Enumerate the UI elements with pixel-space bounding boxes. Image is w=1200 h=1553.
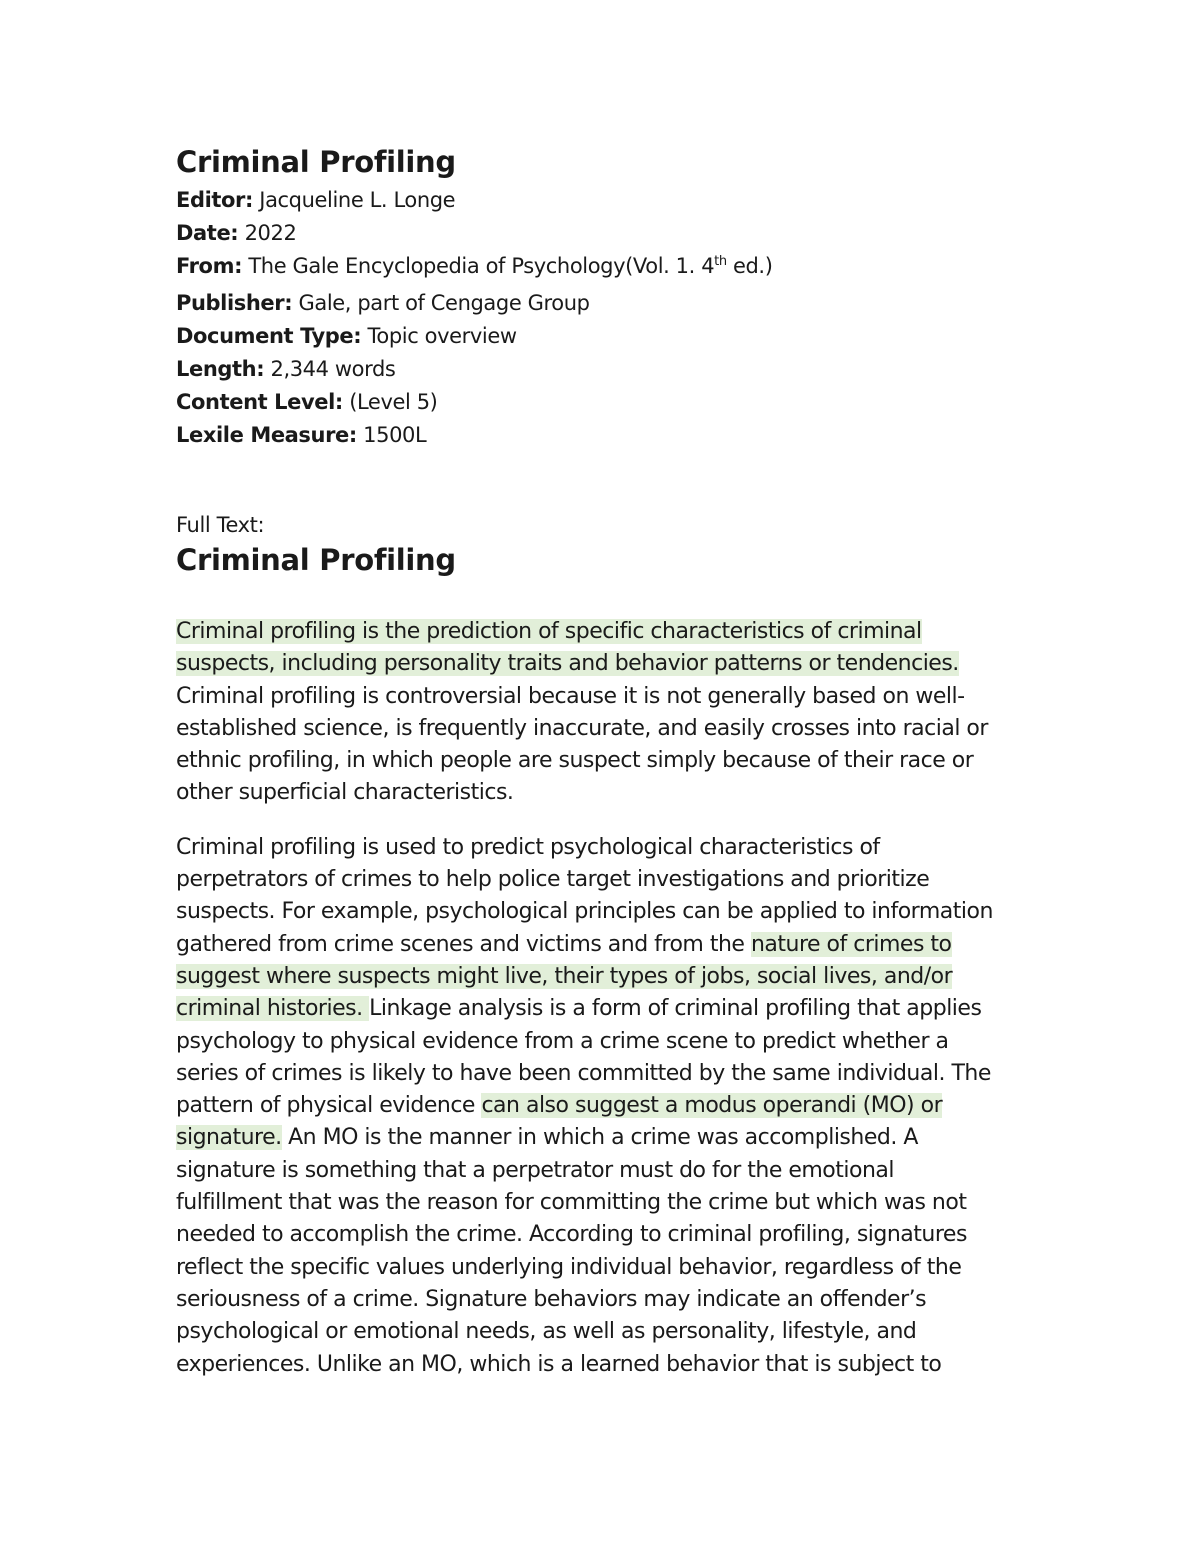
- meta-key: Publisher:: [176, 291, 293, 315]
- meta-key: Lexile Measure:: [176, 423, 357, 447]
- document-title: Criminal Profiling: [176, 145, 456, 179]
- body-text: series of crimes is likely to have been committed by the same individual. The: [176, 1060, 991, 1086]
- text-line: [176, 864, 1056, 896]
- meta-key: Date:: [176, 221, 239, 245]
- body-text: ethnic profiling, in which people are suspect simply because of their race or: [176, 748, 974, 774]
- highlighted-text: criminal histories.: [176, 996, 370, 1022]
- meta-key: Length:: [176, 357, 265, 381]
- meta-content-level: [176, 386, 1056, 419]
- text-line: [176, 896, 1056, 928]
- paragraph-2: [176, 832, 1056, 1381]
- body-text: pattern of physical evidence: [176, 1093, 482, 1119]
- text-line: [176, 648, 1056, 680]
- meta-key: From:: [176, 254, 243, 278]
- body-text: reflect the specific values underlying individual behavior, regardless of the: [176, 1254, 962, 1280]
- body-text: suspects. For example, psychological principles can be applied to information: [176, 899, 993, 925]
- meta-key: Editor:: [176, 188, 253, 212]
- body-text: Criminal profiling is controversial because it is not generally based on well-: [176, 683, 965, 709]
- body-text: needed to accomplish the crime. According to criminal profiling, signatures: [176, 1222, 967, 1248]
- metadata-block: [176, 184, 1056, 452]
- meta-lexile-measure: [176, 419, 1056, 452]
- full-text-label: Full Text:: [176, 513, 265, 537]
- text-line: [176, 681, 1056, 713]
- text-line: [176, 713, 1056, 745]
- meta-date: [176, 217, 1056, 250]
- text-line: [176, 1058, 1056, 1090]
- meta-key: Content Level:: [176, 390, 343, 414]
- body-text: psychology to physical evidence from a crime scene to predict whether a: [176, 1028, 949, 1054]
- text-line: [176, 777, 1056, 809]
- meta-from: [176, 250, 1056, 283]
- body-text: Criminal profiling is used to predict psychological characteristics of: [176, 834, 880, 860]
- meta-value: 2,344 words: [264, 357, 396, 381]
- body-text: seriousness of a crime. Signature behaviors may indicate an offender’s: [176, 1286, 927, 1312]
- text-line: [176, 993, 1056, 1025]
- meta-publisher: [176, 287, 1056, 320]
- highlighted-text: nature of crimes to: [750, 931, 952, 957]
- text-line: [176, 961, 1056, 993]
- body-text: fulfillment that was the reason for committing the crime but which was not: [176, 1190, 967, 1216]
- highlighted-text: Criminal profiling is the prediction of specific characteristics of criminal: [176, 619, 922, 644]
- meta-value: Topic overview: [361, 324, 517, 348]
- meta-value: Gale, part of Cengage Group: [292, 291, 590, 315]
- text-line: [176, 1090, 1056, 1122]
- text-line: [176, 1349, 1056, 1381]
- text-line: [176, 929, 1056, 961]
- text-line: [176, 1284, 1056, 1316]
- article-heading: Criminal Profiling: [176, 543, 456, 577]
- body-text: gathered from crime scenes and victims and from the: [176, 931, 751, 957]
- text-line: [176, 1316, 1056, 1348]
- document-page: [176, 140, 1056, 1381]
- body-text: other superficial characteristics.: [176, 780, 514, 806]
- text-line: [176, 1252, 1056, 1284]
- meta-length: [176, 353, 1056, 386]
- text-line: [176, 832, 1056, 864]
- text-line: [176, 1155, 1056, 1187]
- highlighted-text: suggest where suspects might live, their types of jobs, social lives, and/or: [176, 963, 953, 989]
- highlighted-text: signature.: [176, 1125, 282, 1151]
- meta-value: The Gale Encyclopedia of Psychology(Vol. 1. 4: [242, 254, 715, 278]
- highlighted-text: suspects, including personality traits and behavior patterns or tendencies.: [176, 651, 959, 677]
- text-line: [176, 1219, 1056, 1251]
- body-text: signature is something that a perpetrator must do for the emotional: [176, 1157, 895, 1183]
- body-text: Linkage analysis is a form of criminal profiling that applies: [369, 996, 982, 1022]
- meta-value: 1500L: [356, 423, 427, 447]
- meta-value: 2022: [238, 221, 297, 245]
- meta-value: Jacqueline L. Longe: [253, 188, 456, 212]
- meta-document-type: [176, 320, 1056, 353]
- meta-key: Document Type:: [176, 324, 362, 348]
- text-line: [176, 1187, 1056, 1219]
- text-line: [176, 616, 1056, 648]
- meta-value-tail: ed.): [726, 254, 773, 278]
- meta-superscript: th: [714, 254, 727, 269]
- highlighted-text: can also suggest a modus operandi (MO) or: [481, 1093, 943, 1119]
- text-line: [176, 1122, 1056, 1154]
- text-line: [176, 745, 1056, 777]
- meta-editor: [176, 184, 1056, 217]
- body-text: perpetrators of crimes to help police target investigations and prioritize: [176, 867, 930, 893]
- body-text: experiences. Unlike an MO, which is a learned behavior that is subject to: [176, 1351, 942, 1377]
- body-text: An MO is the manner in which a crime was accomplished. A: [281, 1125, 918, 1151]
- text-line: [176, 1026, 1056, 1058]
- meta-value: (Level 5): [342, 390, 438, 414]
- body-text: established science, is frequently inaccurate, and easily crosses into racial or: [176, 715, 988, 741]
- body-text: psychological or emotional needs, as well as personality, lifestyle, and: [176, 1319, 917, 1345]
- paragraph-1: [176, 616, 1056, 810]
